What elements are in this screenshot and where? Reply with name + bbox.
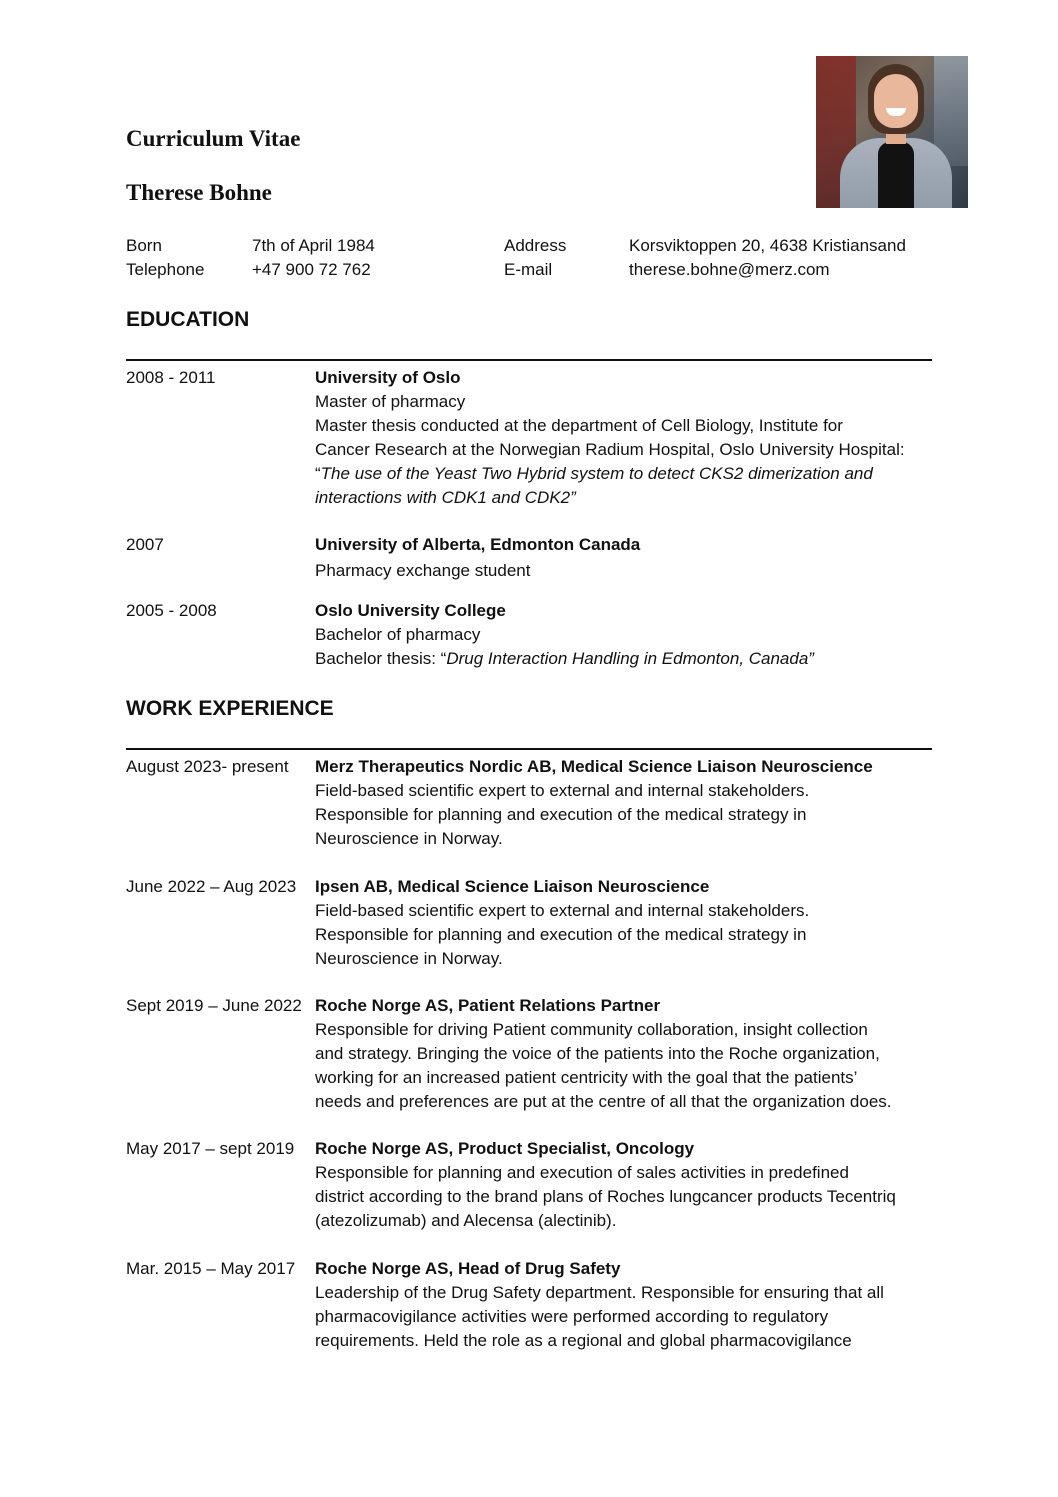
work-title: Ipsen AB, Medical Science Liaison Neuroscience [315, 877, 710, 896]
quote-mark: “ [315, 464, 321, 483]
education-line: Bachelor of pharmacy [315, 625, 481, 644]
education-title: University of Oslo [315, 368, 461, 387]
work-date: Mar. 2015 – May 2017 [126, 1259, 296, 1278]
work-line: Responsible for planning and execution of the medical strategy in [315, 925, 807, 944]
work-date: June 2022 – Aug 2023 [126, 877, 297, 896]
born-value: 7th of April 1984 [252, 236, 375, 255]
education-title: University of Alberta, Edmonton Canada [315, 535, 641, 554]
born-label: Born [126, 236, 162, 255]
work-entry [315, 994, 935, 1114]
work-line: Leadership of the Drug Safety department. Responsible for ensuring that all [315, 1283, 884, 1302]
document-title: Curriculum Vitae [126, 126, 301, 151]
education-entry [315, 533, 935, 583]
work-date: Sept 2019 – June 2022 [126, 996, 302, 1015]
work-date: May 2017 – sept 2019 [126, 1139, 295, 1158]
education-title: Oslo University College [315, 601, 506, 620]
education-divider [126, 359, 932, 361]
work-line: (atezolizumab) and Alecensa (alectinib). [315, 1211, 617, 1230]
work-entry [315, 1137, 935, 1233]
work-title: Roche Norge AS, Patient Relations Partner [315, 996, 661, 1015]
work-entry [315, 1257, 935, 1353]
email-value: therese.bohne@merz.com [629, 260, 830, 279]
work-line: Responsible for planning and execution of the medical strategy in [315, 805, 807, 824]
work-line: Field-based scientific expert to external and internal stakeholders. [315, 781, 810, 800]
work-line: Responsible for planning and execution of sales activities in predefined [315, 1163, 849, 1182]
work-line: Neuroscience in Norway. [315, 949, 503, 968]
work-line: needs and preferences are put at the centre of all that the organization does. [315, 1092, 892, 1111]
education-entry [315, 366, 935, 510]
work-entry [315, 755, 935, 851]
thesis-title-part: interactions with CDK1 and CDK2” [315, 488, 576, 507]
work-line: Field-based scientific expert to external and internal stakeholders. [315, 901, 810, 920]
education-date: 2005 - 2008 [126, 601, 217, 620]
thesis-prefix: Bachelor thesis: “ [315, 649, 447, 668]
work-line: Neuroscience in Norway. [315, 829, 503, 848]
work-entry [315, 875, 935, 971]
thesis-title: Drug Interaction Handling in Edmonton, Canada” [446, 649, 814, 668]
telephone-label: Telephone [126, 260, 205, 279]
work-heading: WORK EXPERIENCE [126, 697, 334, 720]
education-entry [315, 599, 935, 671]
portrait-photo [816, 56, 968, 208]
thesis-title-part: The use of the Yeast Two Hybrid system to detect CKS2 dimerization and [320, 464, 873, 483]
person-name: Therese Bohne [126, 180, 272, 205]
telephone-value: +47 900 72 762 [252, 260, 371, 279]
address-value: Korsviktoppen 20, 4638 Kristiansand [629, 236, 906, 255]
education-line: Cancer Research at the Norwegian Radium Hospital, Oslo University Hospital: [315, 440, 905, 459]
education-date: 2008 - 2011 [126, 368, 216, 387]
work-line: pharmacovigilance activities were performed according to regulatory [315, 1307, 829, 1326]
education-line: Pharmacy exchange student [315, 561, 531, 580]
education-heading: EDUCATION [126, 308, 250, 331]
photo-face [874, 74, 918, 128]
work-title: Merz Therapeutics Nordic AB, Medical Science Liaison Neuroscience [315, 757, 873, 776]
work-line: working for an increased patient centricity with the goal that the patients’ [315, 1068, 858, 1087]
work-line: Responsible for driving Patient community collaboration, insight collection [315, 1020, 868, 1039]
photo-shirt [878, 142, 914, 208]
email-label: E-mail [504, 260, 553, 279]
work-date: August 2023- present [126, 757, 289, 776]
address-label: Address [504, 236, 567, 255]
education-thesis-line [315, 647, 935, 671]
education-thesis-line [315, 462, 935, 486]
work-line: and strategy. Bringing the voice of the patients into the Roche organization, [315, 1044, 880, 1063]
work-line: requirements. Held the role as a regional and global pharmacovigilance [315, 1331, 852, 1350]
work-line: district according to the brand plans of Roches lungcancer products Tecentriq [315, 1187, 896, 1206]
work-title: Roche Norge AS, Head of Drug Safety [315, 1259, 621, 1278]
work-divider [126, 748, 932, 750]
work-title: Roche Norge AS, Product Specialist, Oncology [315, 1139, 695, 1158]
education-line: Master thesis conducted at the department of Cell Biology, Institute for [315, 416, 843, 435]
education-line: Master of pharmacy [315, 392, 466, 411]
education-date: 2007 [126, 535, 164, 554]
